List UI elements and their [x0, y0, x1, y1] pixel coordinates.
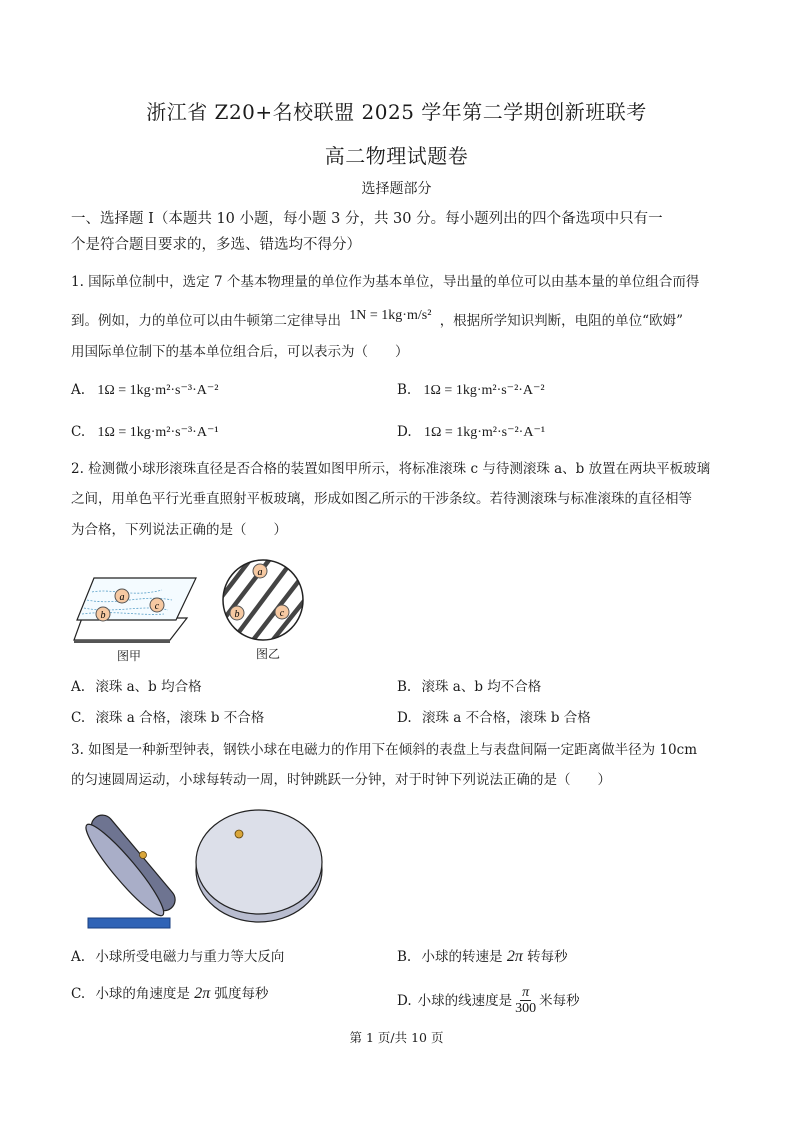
- ball-c-label: c: [279, 608, 285, 619]
- q3-option-b: [397, 948, 568, 966]
- fraction: [515, 985, 536, 1016]
- q2-line2: 之间，用单色平行光垂直照射平板玻璃，形成如图乙所示的干涉条纹。若待测滚珠与标准滚珠的直径相等: [71, 491, 692, 507]
- option-letter: B.: [397, 382, 412, 398]
- clock-base: [88, 918, 170, 928]
- option-text: 小球的线速度是: [417, 992, 513, 1009]
- option-text: 小球的转速是: [421, 949, 503, 965]
- q1-line2: [71, 308, 683, 331]
- q1-option-b: [397, 381, 545, 400]
- q3-line1: 3. 如图是一种新型钟表，钢铁小球在电磁力的作用下在倾斜的表盘上与表盘间隔一定距离做半径为 10cm: [71, 742, 698, 758]
- q3-option-c: [71, 985, 269, 1003]
- q2-line3: 为合格，下列说法正确的是（ ）: [71, 522, 287, 538]
- option-text: 滚珠 a、b 均合格: [95, 679, 202, 695]
- q1-option-d: [397, 423, 545, 442]
- option-text: 转每秒: [527, 949, 568, 965]
- option-letter: D.: [397, 424, 412, 440]
- option-text: 1Ω = 1kg·m²·s⁻²·A⁻¹: [423, 425, 546, 440]
- option-text: 1Ω = 1kg·m²·s⁻³·A⁻¹: [97, 425, 219, 440]
- disk-face: [196, 810, 322, 914]
- option-letter: B.: [397, 679, 412, 695]
- q2-option-c: [71, 709, 264, 727]
- part1-instruction-line1: 一、选择题 I（本题共 10 小题，每小题 3 分，共 30 分。每小题列出的四个备选项中只有一: [71, 211, 663, 227]
- bottom-glass-plate: [74, 618, 187, 640]
- ball-b-label: b: [234, 609, 240, 620]
- q3-option-d: [397, 985, 580, 1016]
- section-heading: 选择题部分: [361, 181, 432, 197]
- q3-line2: 的匀速圆周运动，小球每转动一周，时钟跳跃一分钟，对于时钟下列说法正确的是（ ）: [71, 772, 611, 788]
- ball-c-label: c: [154, 601, 160, 612]
- option-letter: C.: [71, 424, 86, 440]
- q1-line1: 1. 国际单位制中，选定 7 个基本物理量的单位作为基本单位，导出量的单位可以由基本量的单位组合而得: [71, 274, 700, 290]
- q1-line2-post: ，根据所学知识判断，电阻的单位“欧姆”: [439, 313, 683, 329]
- clock-figure: [70, 800, 330, 935]
- option-text: 小球的角速度是: [95, 986, 190, 1002]
- q1-option-c: [71, 423, 219, 442]
- option-letter: D.: [397, 992, 412, 1009]
- fraction-numerator: π: [522, 985, 530, 1000]
- tilted-clock-dial: [78, 811, 179, 923]
- q2-option-d: [397, 709, 591, 727]
- option-text: 滚珠 a、b 均不合格: [421, 679, 542, 695]
- option-letter: D.: [397, 710, 412, 726]
- option-letter: A.: [71, 382, 86, 398]
- figure-jia-caption: 图甲: [117, 649, 142, 663]
- option-letter: B.: [397, 949, 412, 965]
- ball-a-label: a: [257, 567, 263, 578]
- bottom-plate-edge: [74, 640, 170, 643]
- q2-line1: 2. 检测微小球形滚珠直径是否合格的装置如图甲所示，将标准滚珠 c 与待测滚珠 a、b 放置在两块平板玻璃: [71, 461, 711, 477]
- option-letter: C.: [71, 986, 86, 1002]
- option-text: 弧度每秒: [214, 986, 269, 1002]
- option-math: 2π: [506, 948, 523, 965]
- figure-yi: [220, 557, 306, 643]
- option-text: 米每秒: [539, 992, 580, 1009]
- exam-title: 浙江省 Z20+名校联盟 2025 学年第二学期创新班联考: [146, 100, 647, 124]
- option-letter: A.: [71, 679, 86, 695]
- q2-option-a: [71, 678, 202, 696]
- option-text: 小球所受电磁力与重力等大反向: [95, 949, 285, 965]
- option-text: 1Ω = 1kg·m²·s⁻²·A⁻²: [423, 383, 545, 398]
- steel-ball-top: [235, 830, 243, 838]
- q1-line2-pre: 到。例如，力的单位可以由牛顿第二定律导出: [71, 313, 341, 329]
- option-text: 滚珠 a 不合格，滚珠 b 合格: [421, 710, 591, 726]
- steel-ball-side: [140, 852, 147, 859]
- page-number: 第 1 页/共 10 页: [349, 1030, 444, 1045]
- option-letter: C.: [71, 710, 86, 726]
- ball-a-label: a: [119, 592, 125, 603]
- q3-option-a: [71, 948, 284, 966]
- figure-yi-caption: 图乙: [256, 647, 281, 661]
- q1-line3: 用国际单位制下的基本单位组合后，可以表示为（ ）: [71, 344, 409, 360]
- option-math: 2π: [194, 985, 211, 1002]
- option-text: 1Ω = 1kg·m²·s⁻³·A⁻²: [97, 383, 219, 398]
- exam-subtitle: 高二物理试题卷: [324, 144, 469, 168]
- ball-b-label: b: [100, 610, 106, 621]
- part1-instruction-line2: 个是符合题目要求的，多选、错选均不得分）: [71, 237, 361, 253]
- option-letter: A.: [71, 949, 86, 965]
- option-text: 滚珠 a 合格，滚珠 b 不合格: [95, 710, 265, 726]
- q1-formula: 1N = 1kg·m/s²: [349, 308, 432, 323]
- q1-option-a: [71, 381, 218, 400]
- q2-option-b: [397, 678, 541, 696]
- fraction-denominator: 300: [515, 1001, 537, 1016]
